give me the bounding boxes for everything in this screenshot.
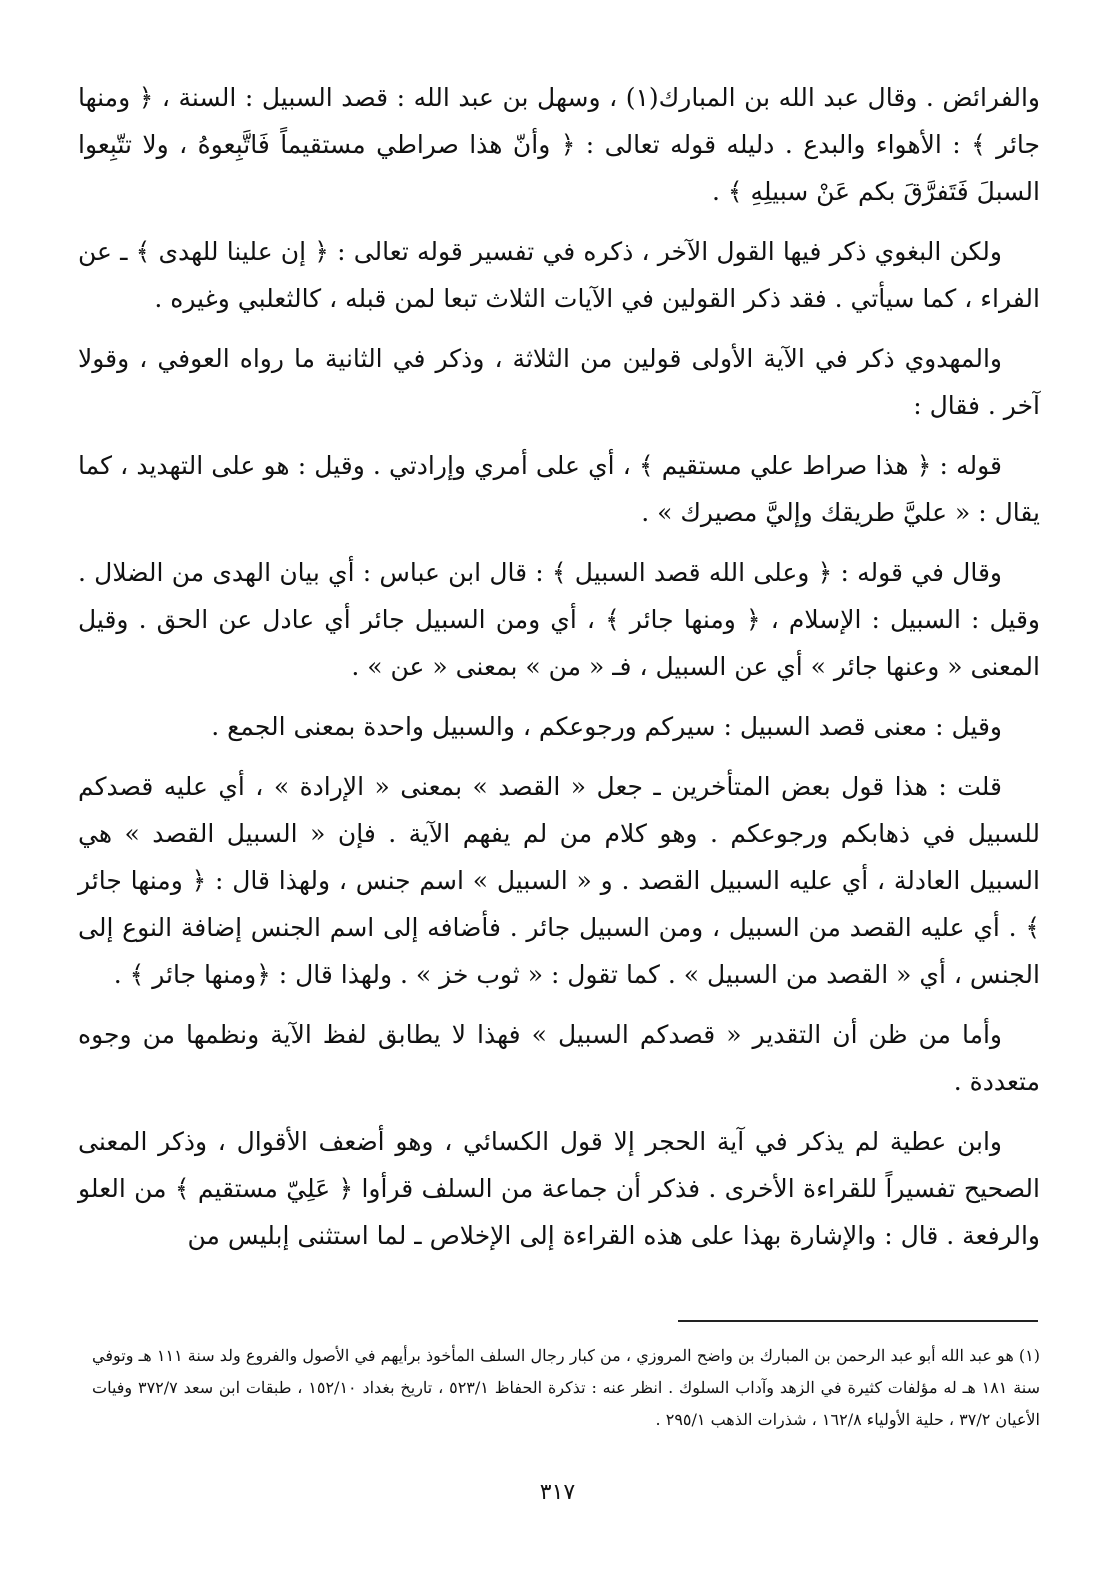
- paragraph-3: والمهدوي ذكر في الآية الأولى قولين من الثلاثة ، وذكر في الثانية ما رواه العوفي ، وقولا آخر . فقال :: [78, 344, 1040, 420]
- paragraph-4: قوله : ﴿ هذا صراط علي مستقيم ﴾ ، أي على أمري وإرادتي . وقيل : هو على التهديد ، كما يقال : « عليَّ طريقك وإليَّ مصيرك » .: [78, 451, 1040, 527]
- paragraph-9: وابن عطية لم يذكر في آية الحجر إلا قول الكسائي ، وهو أضعف الأقوال ، وذكر المعنى الصحيح تفسيراً للقراءة الأخرى . فذكر أن جماعة من السلف قرأوا ﴿ عَلِيّ مستقيم ﴾ من العلو والرفعة . قال : والإشارة بهذا على هذه القراءة إلى الإخلاص ـ لما استثنى إبليس من: [78, 1127, 1040, 1250]
- paragraph-1: والفرائض . وقال عبد الله بن المبارك(١) ، وسهل بن عبد الله : قصد السبيل : السنة ، ﴿ ومنها جائر ﴾ : الأهواء والبدع . دليله قوله تعالى : ﴿ وأنّ هذا صراطي مستقيماً فَاتَّبِعوهُ ، ولا تتّبِعوا السبلَ فَتَفرَّقَ بكم عَنْ سبيلِهِ ﴾ .: [78, 83, 1041, 206]
- page-body: [78, 74, 1040, 1272]
- paragraph-5: وقال في قوله : ﴿ وعلى الله قصد السبيل ﴾ : قال ابن عباس : أي بيان الهدى من الضلال . وقيل : السبيل : الإسلام ، ﴿ ومنها جائر ﴾ ، أي ومن السبيل جائر أي عادل عن الحق . وقيل المعنى « وعنها جائر » أي عن السبيل ، فـ « من » بمعنى « عن » .: [78, 558, 1040, 681]
- paragraph-8: وأما من ظن أن التقدير « قصدكم السبيل » فهذا لا يطابق لفظ الآية ونظمها من وجوه متعددة .: [78, 1020, 1040, 1096]
- paragraph-7: قلت : هذا قول بعض المتأخرين ـ جعل « القصد » بمعنى « الإرادة » ، أي عليه قصدكم للسبيل في ذهابكم ورجوعكم . وهو كلام من لم يفهم الآية . فإن « السبيل القصد » هي السبيل العادلة ، أي عليه السبيل القصد . و « السبيل » اسم جنس ، ولهذا قال : ﴿ ومنها جائر ﴾ . أي عليه القصد من السبيل ، ومن السبيل جائر . فأضافه إلى اسم الجنس إضافة النوع إلى الجنس ، أي « القصد من السبيل » . كما تقول : « ثوب خز » . ولهذا قال : ﴿ومنها جائر ﴾ .: [78, 772, 1040, 989]
- footnote: (١) هو عبد الله أبو عبد الرحمن بن المبارك بن واضح المروزي ، من كبار رجال السلف المأخوذ برأيهم في الأصول والفروع ولد سنة ١١١ هـ وتوفي سنة ١٨١ هـ له مؤلفات كثيرة في الزهد وآداب السلوك . انظر عنه : تذكرة الحفاظ ٥٢٣/١ ، تاريخ بغداد ١٥٢/١٠ ، طبقات ابن سعد ٣٧٢/٧ وفيات الأعيان ٣٧/٢ ، حلية الأولياء ١٦٢/٨ ، شذرات الذهب ٢٩٥/١ .: [92, 1346, 1041, 1429]
- footnote-divider: [678, 1320, 1038, 1322]
- page-number: ٣١٧: [539, 1480, 576, 1505]
- paragraph-2: ولكن البغوي ذكر فيها القول الآخر ، ذكره في تفسير قوله تعالى : ﴿ إن علينا للهدى ﴾ ـ عن الفراء ، كما سيأتي . فقد ذكر القولين في الآيات الثلاث تبعا لمن قبله ، كالثعلبي وغيره .: [78, 237, 1040, 313]
- paragraph-6: وقيل : معنى قصد السبيل : سيركم ورجوعكم ، والسبيل واحدة بمعنى الجمع .: [211, 712, 1002, 741]
